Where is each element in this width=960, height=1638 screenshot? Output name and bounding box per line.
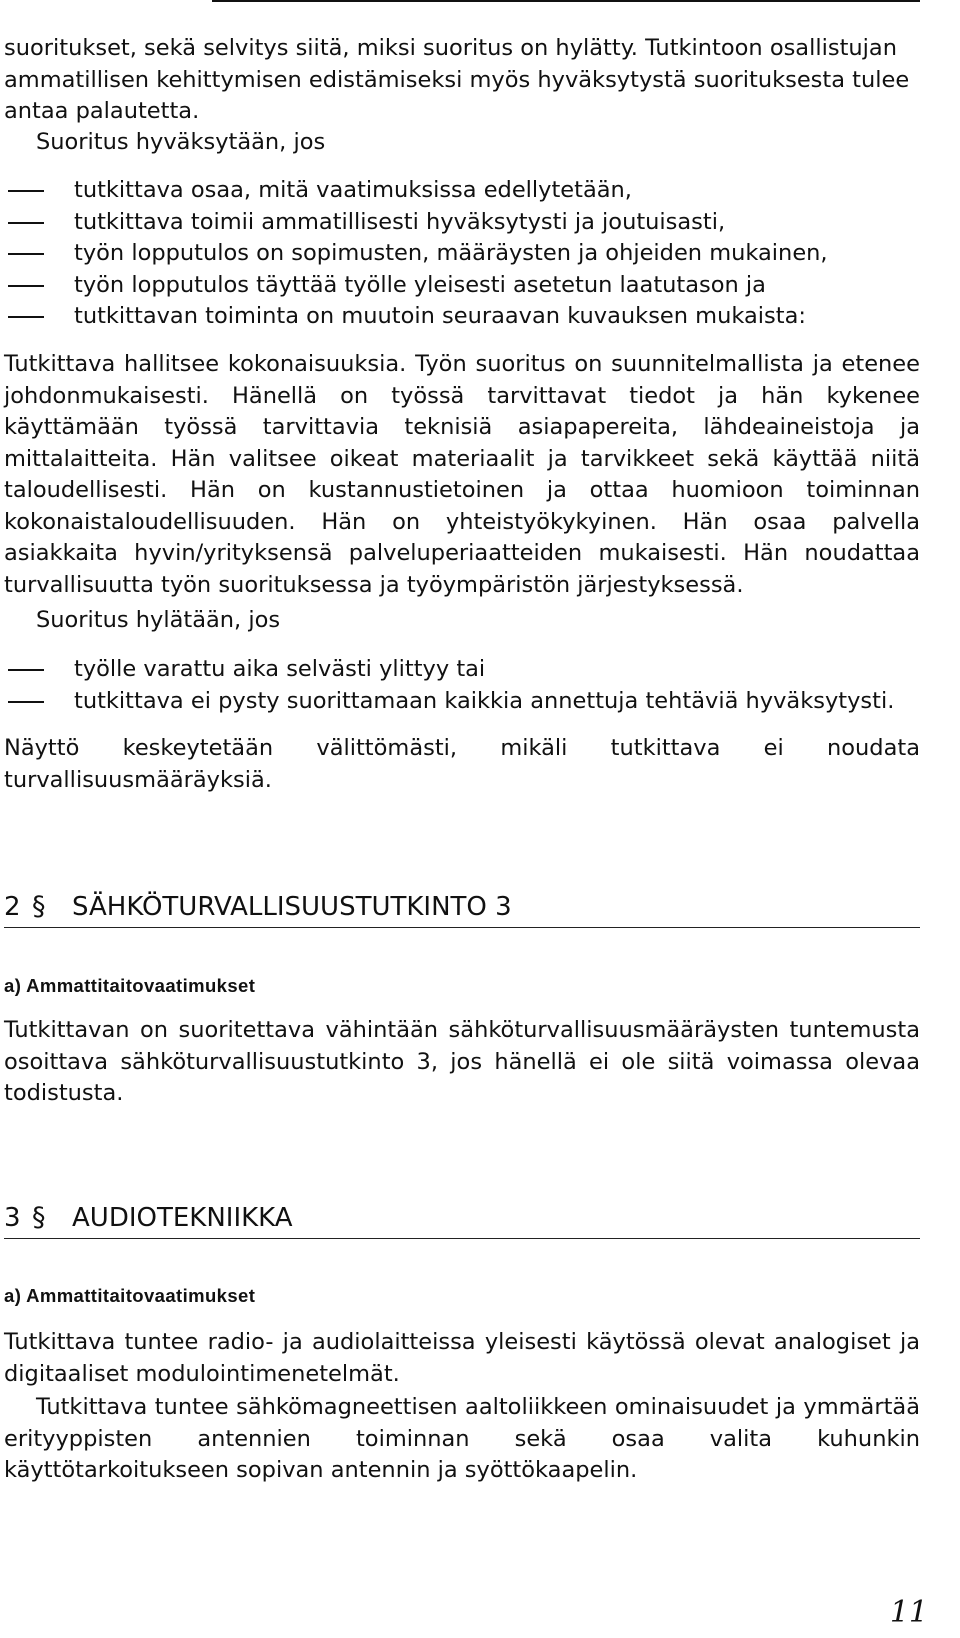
- intro-paragraph: suoritukset, sekä selvitys siitä, miksi suoritus on hylätty. Tutkintoon osallistujan ammatillisen kehittymisen edistämiseksi myös hyväksytystä suorituksesta tulee antaa palautetta.: [4, 35, 910, 124]
- dash-bullet: [8, 190, 44, 192]
- list-item: tutkittava ei pysty suorittamaan kaikkia annettuja tehtäviä hyväksytysti.: [4, 686, 934, 718]
- section-sign: §: [32, 1202, 46, 1233]
- section-title: SÄHKÖTURVALLISUUSTUTKINTO 3: [72, 892, 512, 922]
- section-2-paragraph: Tutkittavan on suoritettava vähintään sähköturvallisuusmääräysten tuntemusta osoittava sähköturvallisuustutkinto 3, jos hänellä ei ole siitä voimassa olevaa todistusta.: [4, 1017, 920, 1106]
- page-number: 11: [889, 1595, 928, 1630]
- list-item: tutkittava toimii ammatillisesti hyväksytysti ja joutuisasti,: [4, 207, 934, 239]
- list-item: työlle varattu aika selvästi ylittyy tai: [4, 654, 934, 686]
- list-item: työn lopputulos täyttää työlle yleisesti asetetun laatutason ja: [4, 270, 934, 302]
- dash-bullet: [8, 701, 44, 703]
- dash-bullet: [8, 222, 44, 224]
- section-3-paragraph-1: Tutkittava tuntee radio- ja audiolaitteissa yleisesti käytössä olevat analogiset ja digitaaliset modulointimenetelmät.: [4, 1329, 920, 1387]
- section-title: AUDIOTEKNIIKKA: [72, 1203, 293, 1233]
- dash-bullet: [8, 669, 44, 671]
- dash-bullet: [8, 253, 44, 255]
- section-2-heading: [4, 887, 920, 928]
- section-number: 2: [4, 892, 21, 922]
- accept-criteria-list: [4, 175, 934, 333]
- reject-heading: Suoritus hylätään, jos: [36, 607, 281, 633]
- list-item: tutkittavan toiminta on muutoin seuraavan kuvauksen mukaista:: [4, 301, 934, 333]
- section-sign: §: [32, 891, 46, 922]
- list-item: työn lopputulos on sopimusten, määräysten ja ohjeiden mukainen,: [4, 238, 934, 270]
- reject-criteria-list: [4, 654, 934, 717]
- section-number: 3: [4, 1203, 21, 1233]
- description-paragraph: Tutkittava hallitsee kokonaisuuksia. Työn suoritus on suunnitelmallista ja etenee johdonmukaisesti. Hänellä on työssä tarvittavat tiedot ja hän kykenee käyttämään työssä tarvittavia teknisiä asiapapereita, lähdeaineistoja ja mittalaitteita. Hän valitsee oikeat materiaalit ja tarvikkeet sekä käyttää niitä taloudellisesti. Hän on kustannustietoinen ja ottaa huomioon toiminnan kokonaistaloudellisuuden. Hän on yhteistyökykyinen. Hän osaa palvella asiakkaita hyvin/yrityksensä palveluperiaatteiden mukaisesti. Hän noudattaa turvallisuutta työn suorituksessa ja työympäristön järjestyksessä.: [4, 351, 920, 598]
- section-2-subheading: a) Ammattitaitovaatimukset: [4, 975, 256, 996]
- interrupt-paragraph: Näyttö keskeytetään välittömästi, mikäli tutkittava ei noudata turvallisuusmääräyksiä.: [4, 735, 920, 793]
- section-3-paragraph-2: Tutkittava tuntee sähkömagneettisen aaltoliikkeen ominaisuudet ja ymmärtää erityyppisten antennien toiminnan sekä osaa valita kuhunkin käyttötarkoitukseen sopivan antennin ja syöttökaapelin.: [4, 1394, 920, 1483]
- section-3-subheading: a) Ammattitaitovaatimukset: [4, 1285, 256, 1306]
- accept-heading: Suoritus hyväksytään, jos: [36, 129, 326, 155]
- dash-bullet: [8, 316, 44, 318]
- top-rule: [212, 0, 920, 2]
- dash-bullet: [8, 285, 44, 287]
- list-item: tutkittava osaa, mitä vaatimuksissa edellytetään,: [4, 175, 934, 207]
- section-3-heading: [4, 1198, 920, 1239]
